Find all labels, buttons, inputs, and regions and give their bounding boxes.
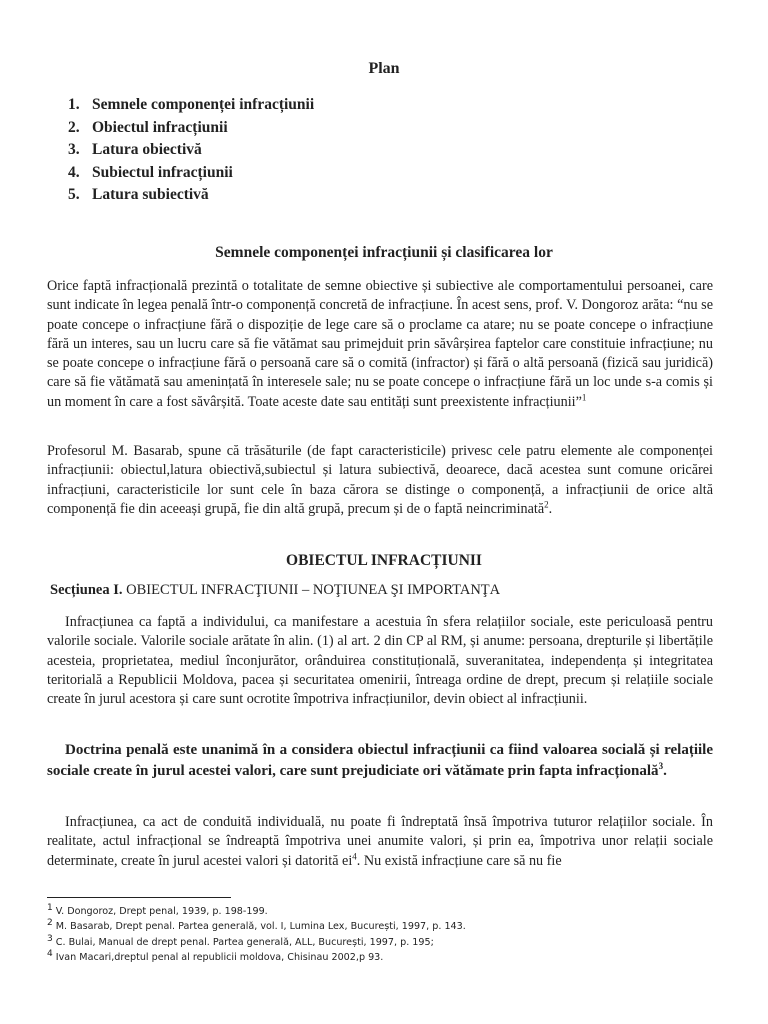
plan-item-number: 3. (68, 141, 80, 158)
plan-item (68, 139, 314, 162)
footnote-number: 2 (47, 918, 53, 929)
footnote (47, 919, 727, 934)
plan-item (68, 162, 314, 185)
plan-item-number: 2. (68, 118, 80, 136)
section-title-semnele: Semnele componenței infracțiunii și clasificarea lor (215, 244, 553, 261)
plan-item (68, 117, 314, 140)
footnote-ref: 2 (544, 499, 549, 510)
subsection-label: Secțiunea I. (50, 582, 123, 598)
footnote-text: M. Basarab, Drept penal. Partea generală, vol. I, Lumina Lex, București, 1997, p. 143. (52, 921, 466, 933)
footnote-number: 4 (47, 948, 53, 959)
footnote (47, 935, 727, 950)
footnote-ref: 3 (658, 760, 664, 771)
plan-item-number: 1. (68, 96, 80, 113)
footnote-divider (47, 897, 231, 898)
footnote-text: V. Dongoroz, Drept penal, 1939, p. 198-199. (52, 906, 268, 917)
paragraph-end: . (663, 762, 667, 779)
plan-item (68, 184, 314, 207)
footnote-number: 3 (47, 933, 53, 944)
plan-list (68, 94, 314, 207)
plan-item-number: 4. (68, 163, 80, 181)
subsection-title: OBIECTUL INFRACŢIUNII – NOŢIUNEA ŞI IMPORTANŢA (122, 582, 501, 598)
plan-item-label: Latura obiectivă (92, 141, 202, 158)
footnote-ref: 1 (581, 392, 587, 403)
footnote-ref: 4 (352, 850, 357, 861)
footnote-number: 1 (47, 902, 53, 913)
plan-item (68, 94, 314, 117)
footnote (47, 950, 727, 965)
plan-title: Plan (368, 60, 400, 77)
paragraph-text: Orice faptă infracțională prezintă o totalitate de semne obiective și subiective ale comportamentului persoanei, care sunt indicate în legea penală într-o componență concretă de infracțiune. În acest sens, prof. V. Dongoroz arăta: “nu se poate concepe o infracțiune fără o dispoziție de lege care să o proclame ca atare; nu se poate concepe o infracțiune fără un interes, sau un lucru care să fie vătămat sau primejduit prin săvârșirea faptelor care constituie infracțiune; nu se poate concepe o infracțiune fără o persoană care să o comită (infractor) și fără o altă persoană (fizică sau juridică) care să fie vătămată sau amenințată în interesele sale; nu se poate concepe o infracțiune fără un loc unde s-a comis și un moment în care a fost săvârșită. Toate aceste date sau entități sunt preexistente infracțiunii” (47, 278, 713, 410)
paragraph-dongoroz (47, 277, 713, 412)
paragraph-text: Infracțiunea, ca act de conduită individuală, nu poate fi îndreptată însă împotriva tuturor relațiilor sociale. În realitate, actul infracțional se îndreaptă împotriva unei anumite valori, și prin ea, împotriva unor relații sociale determinate, create în jurul acestei valori și datorită ei (47, 814, 713, 869)
plan-item-label: Latura subiectivă (92, 186, 209, 203)
plan-item-label: Obiectul infracțiunii (92, 118, 228, 136)
plan-item-label: Semnele componenței infracțiunii (92, 96, 315, 113)
paragraph-text: Doctrina penală este unanimă în a considera obiectul infracțiunii ca fiind valoarea socială și relațiile sociale create în jurul acestei valori, care sunt prejudiciate ori vătămate prin fapta infracțională (47, 742, 713, 779)
footnote-text: C. Bulai, Manual de drept penal. Partea generală, ALL, București, 1997, p. 195; (52, 936, 434, 948)
paragraph-doctrina (47, 740, 713, 781)
footnotes (47, 904, 727, 965)
footnote-text: Ivan Macari,dreptul penal al republicii moldova, Chisinau 2002,p 93. (52, 951, 384, 963)
section-title-obiectul: OBIECTUL INFRACȚIUNII (286, 552, 482, 569)
plan-item-number: 5. (68, 186, 80, 203)
footnote (47, 904, 727, 919)
subsection-heading (50, 582, 500, 599)
plan-item-label: Subiectul infracțiunii (92, 163, 233, 181)
paragraph-text: Profesorul M. Basarab, spune că trăsăturile (de fapt caracteristicile) privesc cele patru elemente ale componenței infracțiunii: obiectul,latura obiectivă,subiectul și latura subiectivă, deoarece, dacă acestea sunt comune oricărei infracțiuni, caracteristicile lor sunt cele în baza cărora se distinge o componență, a infracțiunii de orice altă componență fie din aceeași grupă, fie din altă grupă, precum și de o faptă neincriminată (47, 443, 713, 517)
paragraph-end: . (548, 500, 553, 517)
paragraph-act-conduita (47, 813, 713, 871)
paragraph-basarab (47, 442, 713, 519)
paragraph-valori-sociale: Infracțiunea ca faptă a individului, ca manifestare a acestuia în sfera relațiilor sociale, este periculoasă pentru valorile sociale. Valorile sociale arătate în alin. (1) al art. 2 din CP al RM, și anume: persoana, drepturile și libertățile acesteia, proprietatea, mediul înconjurător, orânduirea constituțională, suveranitatea, independența și integritatea teritorială a Republicii Moldova, pacea și securitatea omenirii, întreaga ordine de drept, precum și relațiile sociale create în jurul acestora și care sunt ocrotite împotriva infracțiunilor, devin obiect al infracțiunii. (47, 614, 713, 708)
paragraph-end: . Nu există infracțiune care să nu fie (356, 852, 562, 869)
